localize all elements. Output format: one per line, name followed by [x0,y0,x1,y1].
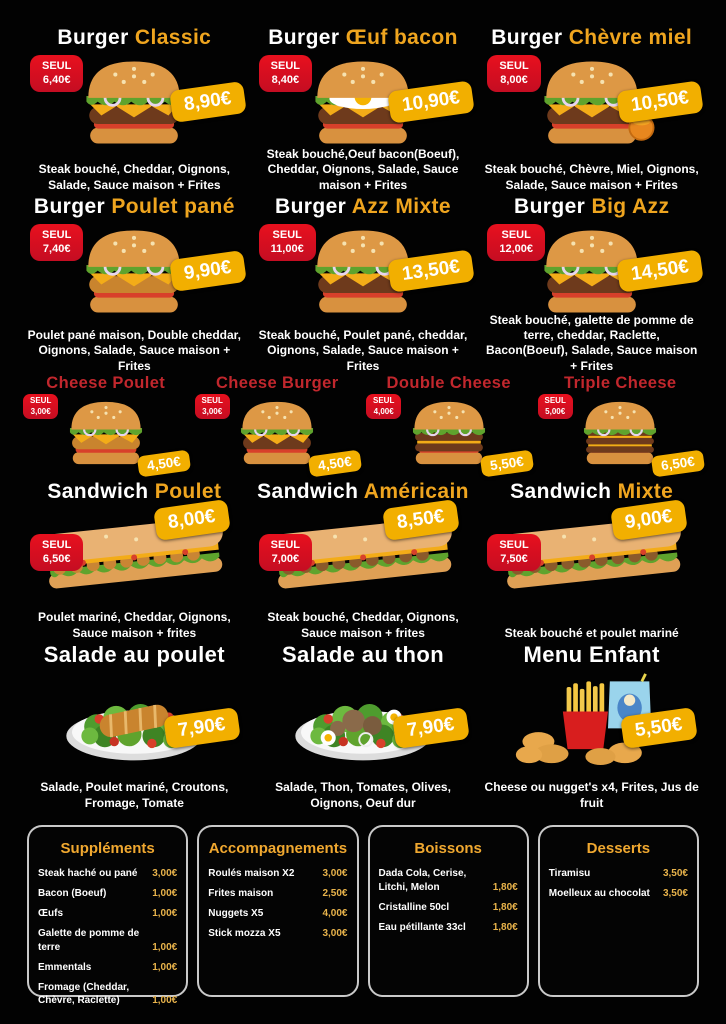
item-title [268,26,458,49]
seul-price: 11,00€ [270,243,304,256]
seul-price: 12,00€ [499,243,533,256]
seul-price: 4,00€ [373,406,394,416]
item-image-area [363,394,535,478]
box-item [208,887,347,901]
seul-price: 7,50€ [500,553,528,566]
seul-price: 3,00€ [30,406,51,416]
box-item [38,981,177,1008]
item-description: Steak bouché, galette de pomme de terre, cheddar, Raclette, Bacon(Boeuf), Salade, Sauce maison + Frites [485,312,698,373]
seul-price: 8,40€ [271,74,300,87]
price-badge: 8,50€ [382,499,459,541]
item-image-area [477,670,706,778]
item-title [34,195,235,218]
item-description: Salade, Poulet mariné, Croutons, Fromage, Tomate [40,780,229,810]
seul-label: SEUL [30,396,52,406]
seul-label: SEUL [42,539,72,552]
box-item-price: 3,50€ [662,888,688,899]
box-item-name: Galette de pomme de terre [38,928,140,953]
item-title-main: Burger [514,195,586,218]
item-title-main: Sandwich [257,480,359,503]
seul-price: 7,00€ [271,553,300,566]
price-badge: 7,90€ [163,707,240,749]
seul-label: SEUL [272,229,302,242]
menu-item-card [535,374,707,478]
seul-label: SEUL [42,60,72,73]
menu-row [0,374,726,478]
seul-label: SEUL [270,539,301,552]
menu-item-card [477,641,706,811]
box-item-name: Emmentals [38,961,92,973]
seul-label: SEUL [270,60,301,73]
menu-row [0,193,726,374]
box-item [549,867,688,881]
box-item-name: Fromage (Cheddar, Chèvre, Raclette) [38,981,130,1006]
box-item-price: 1,80€ [492,881,518,893]
item-title-full: Menu Enfant [523,642,660,667]
category-box-accompagnements [197,825,358,997]
item-image-area [477,506,706,624]
item-image-area [20,670,249,778]
box-item-price: 1,00€ [152,941,178,953]
item-title-full: Cheese Burger [215,374,339,392]
box-item-name: Nuggets X5 [208,908,264,919]
box-item-name: Stick mozza X5 [208,928,281,939]
item-title [216,374,339,392]
seul-badge [30,55,83,92]
seul-badge [538,394,573,419]
seul-badge [259,224,316,261]
menu-item-card [249,641,478,811]
seul-label: SEUL [499,60,529,73]
box-item-name: Roulés maison X2 [208,868,295,879]
menu-item-card [249,193,478,374]
item-image-area [249,506,478,608]
box-item-name: Œufs [38,908,63,919]
seul-price: 3,00€ [202,406,223,416]
box-item [38,887,177,901]
item-description: Cheese ou nugget's x4, Frites, Jus de fruit [484,780,699,810]
seul-badge [195,394,230,419]
box-item-price: 3,00€ [322,868,348,879]
item-title-main: Burger [57,26,129,49]
box-item [38,867,177,881]
item-image-area [20,506,249,608]
item-title-full: Cheese Poulet [46,374,166,392]
box-title: Suppléments [60,840,155,857]
item-description: Steak bouché,Oeuf bacon(Boeuf), Cheddar, Oignons, Salade, Sauce maison + Frites [266,146,460,192]
box-item-name: Tiramisu [548,868,591,879]
item-title [46,374,165,392]
item-description: Steak bouché, Cheddar, Oignons, Salade, Sauce maison + Frites [38,162,231,192]
menu-item-card [477,24,706,193]
price-badge: 9,00€ [611,499,688,541]
item-title-main: Sandwich [510,480,612,503]
menu-bottom-boxes [0,825,726,1006]
item-title-main: Burger [275,195,347,218]
price-badge: 8,90€ [169,81,246,123]
price-badge: 4,50€ [308,449,362,477]
item-title [257,480,469,503]
seul-label: SEUL [501,229,531,242]
item-title-accent: Poulet pané [111,195,235,218]
category-box-desserts [538,825,699,997]
box-item-price: 3,00€ [152,868,178,879]
item-title [523,643,659,667]
price-badge: 7,90€ [392,707,469,749]
seul-badge [30,224,83,261]
box-item-name: Cristalline 50cl [378,901,450,913]
item-image-area [477,52,706,160]
menu-row [0,24,726,193]
item-description: Steak bouché, Poulet pané, cheddar, Oignons, Salade, Sauce maison + Frites [258,327,468,373]
box-item-name: Bacon (Boeuf) [38,888,107,899]
item-title-full: Double Cheese [386,374,511,392]
item-image-area [477,221,706,310]
item-description: Steak bouché, Cheddar, Oignons, Sauce maison + frites [267,610,459,640]
item-title [564,374,677,392]
box-title: Accompagnements [208,840,348,857]
price-badge: 9,90€ [169,250,246,292]
box-item [208,927,347,941]
menu-item-card [20,24,249,193]
menu-item-card [20,478,249,641]
menu-item-card [192,374,364,478]
item-title-accent: Azz Mixte [351,195,451,218]
box-item-name: Steak haché ou pané [38,868,138,879]
box-item-price: 3,50€ [662,868,688,879]
box-item [208,867,347,881]
item-title-accent: Poulet [154,480,222,503]
menu-item-card [249,478,478,641]
item-title-main: Sandwich [47,480,149,503]
menu-row [0,641,726,811]
item-title-accent: Big Azz [591,195,670,218]
seul-badge [487,55,540,92]
item-title [57,26,211,49]
box-item-name: Frites maison [208,888,274,899]
seul-price: 8,00€ [500,74,528,87]
item-image-area [20,52,249,160]
item-title [510,480,673,503]
box-item-name: Moelleux au chocolat [548,888,650,899]
seul-label: SEUL [499,539,529,552]
category-box-boissons [368,825,529,997]
box-item-price: 4,00€ [322,908,348,919]
box-item-price: 1,00€ [152,995,178,1006]
box-item-price: 2,50€ [322,888,348,899]
box-item-price: 1,80€ [492,901,518,913]
seul-badge [23,394,58,419]
item-image-area [20,394,192,478]
seul-badge [366,394,401,419]
item-title [491,26,692,49]
item-title-full: Salade au thon [281,642,445,667]
item-description: Steak bouché, Chèvre, Miel, Oignons, Salade, Sauce maison + Frites [484,162,699,192]
seul-price: 6,50€ [42,553,71,566]
box-item [379,867,518,894]
box-item-price: 1,00€ [152,961,178,973]
item-description: Poulet mariné, Cheddar, Oignons, Sauce maison + frites [37,610,231,640]
box-item [379,921,518,935]
box-item-price: 1,80€ [492,921,518,933]
seul-price: 6,40€ [42,74,71,87]
price-badge: 14,50€ [616,249,704,292]
seul-price: 5,00€ [545,406,566,416]
menu-item-card [20,193,249,374]
box-item-price: 3,00€ [322,928,348,939]
seul-badge [259,534,312,571]
item-image-area [20,221,249,326]
item-image-area [249,221,478,326]
price-badge: 5,50€ [621,707,698,749]
menu-item-card [477,193,706,374]
item-title [387,374,511,392]
seul-badge [30,534,83,571]
seul-label: SEUL [544,396,566,406]
price-badge: 13,50€ [387,249,475,292]
price-badge: 10,50€ [616,80,704,123]
seul-label: SEUL [42,229,72,242]
item-title [275,195,451,218]
item-title-full: Salade au poulet [43,642,225,667]
item-description: Steak bouché et poulet mariné [504,625,679,640]
box-item-name: Eau pétillante 33cl [378,921,466,933]
box-item [379,901,518,915]
box-item-name: Dada Cola, Cerise, Litchi, Melon [378,868,467,893]
box-item [38,927,177,954]
item-title [514,195,669,218]
box-item [38,961,177,975]
box-title: Desserts [586,840,651,857]
seul-badge [259,55,312,92]
item-image-area [192,394,364,478]
item-title-main: Burger [268,26,340,49]
item-image-area [249,52,478,145]
item-title-accent: Classic [134,26,212,49]
seul-price: 7,40€ [42,243,71,256]
price-badge: 4,50€ [136,449,190,477]
box-item [549,887,688,901]
box-item [208,907,347,921]
box-title: Boissons [414,840,482,857]
item-title-full: Triple Cheese [564,374,677,392]
seul-badge [487,224,545,261]
item-title-main: Burger [491,26,563,49]
menu-item-card [477,478,706,641]
item-title-main: Burger [33,195,106,218]
item-title-accent: Chèvre miel [568,26,693,49]
box-item-price: 1,00€ [152,888,178,899]
item-title [282,643,444,667]
seul-label: SEUL [373,396,395,406]
menu-item-card [20,374,192,478]
menu-row [0,478,726,641]
item-image-area [249,670,478,778]
menu-rows [0,24,726,811]
menu-item-card [20,641,249,811]
item-title-accent: Mixte [617,480,674,503]
item-description: Poulet pané maison, Double cheddar, Oignons, Salade, Sauce maison + Frites [27,327,242,373]
item-description: Salade, Thon, Tomates, Olives, Oignons, Oeuf dur [275,780,451,810]
box-item [38,907,177,921]
price-badge: 6,50€ [651,449,705,477]
menu-item-card [363,374,535,478]
item-title-accent: Américain [363,480,469,503]
box-item-price: 1,00€ [152,908,178,919]
seul-badge [487,534,540,571]
item-title [47,480,221,503]
item-image-area [535,394,707,478]
item-title [44,643,225,667]
price-badge: 5,50€ [479,449,533,477]
menu-item-card [249,24,478,193]
price-badge: 10,90€ [387,80,475,123]
item-title-accent: Œuf bacon [345,26,458,49]
seul-label: SEUL [201,396,223,406]
price-badge: 8,00€ [153,499,230,541]
category-box-suppl-ments [27,825,188,1006]
